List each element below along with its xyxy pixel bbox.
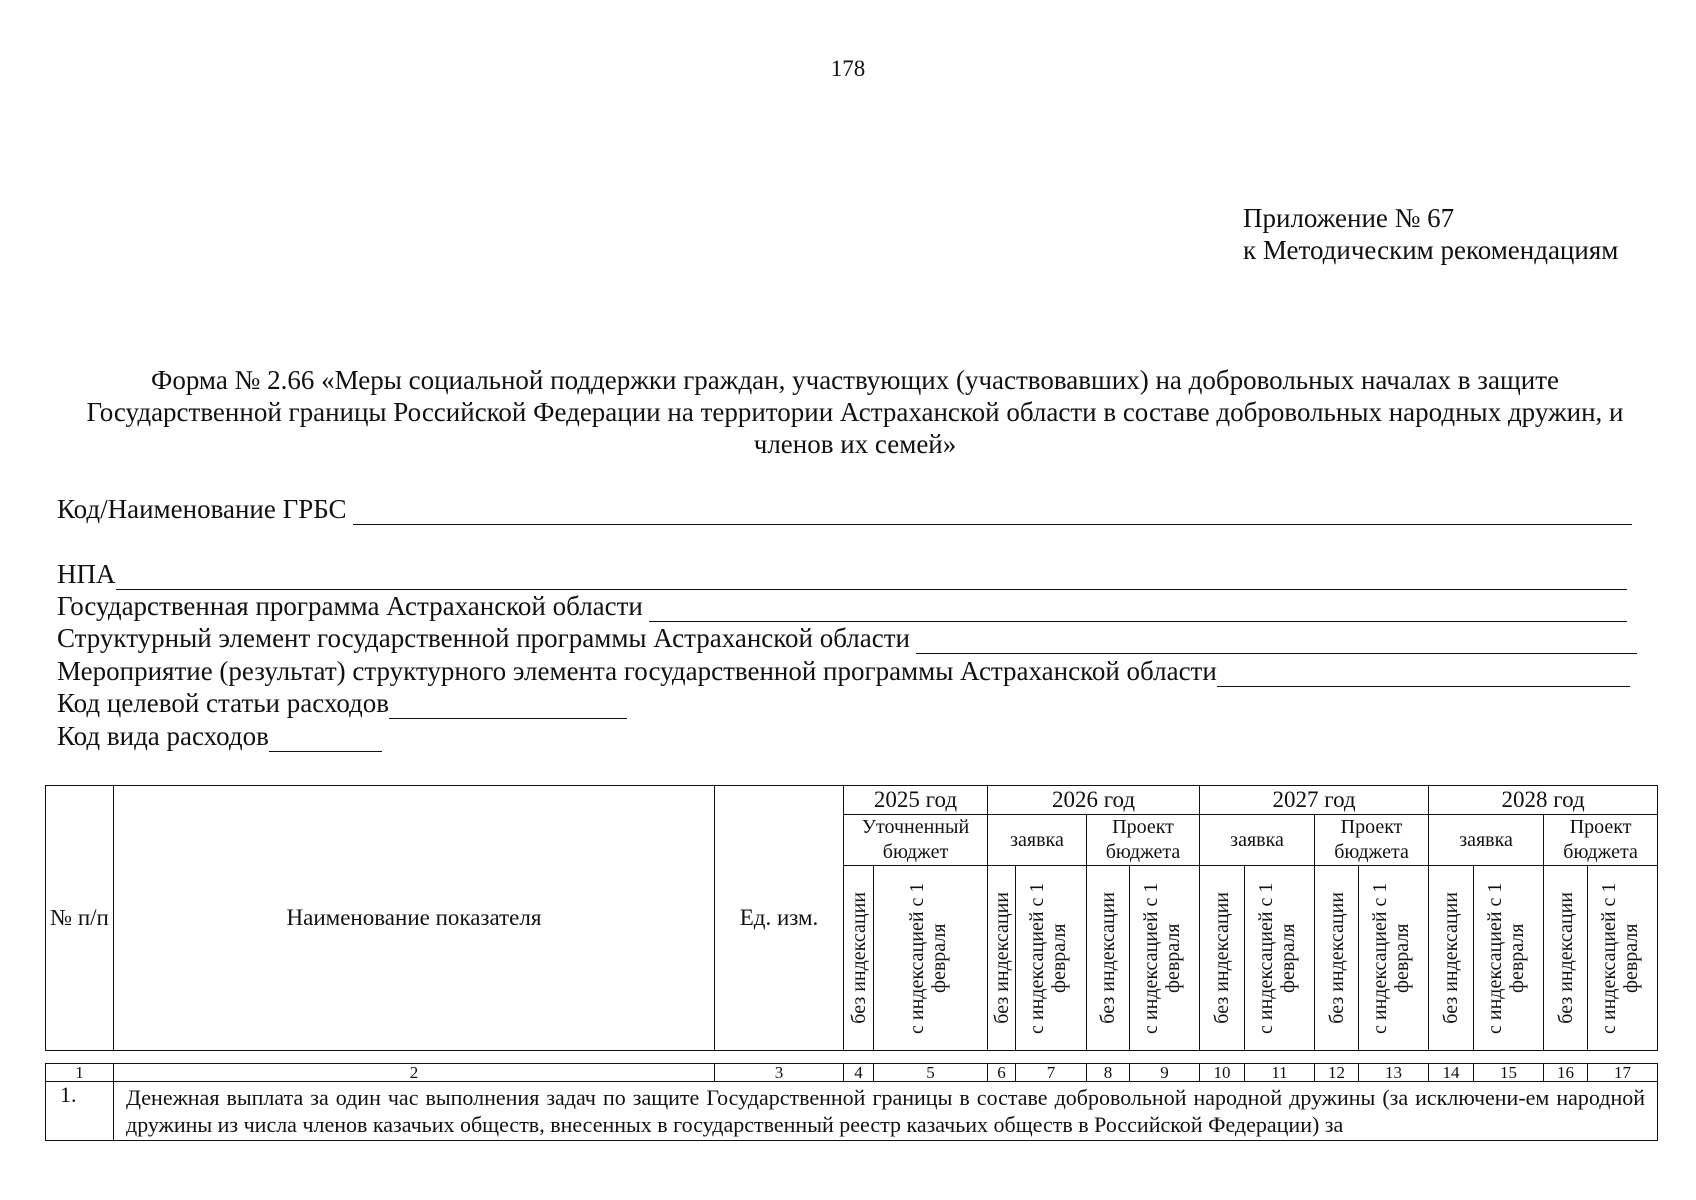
row-indicator-name: Денежная выплата за один час выполнения задач по защите Государственной границы в составе добровольной народной дружины (за исключени-ем народной дружины из числа членов казачьих обществ, внесенных в государственный реестр казачьих обществ в Российской Федерации) за (114, 1082, 1658, 1141)
header-request: заявка (1200, 815, 1315, 866)
appendix-line-2: к Методическим рекомендациям (1243, 235, 1619, 265)
column-number: 4 (844, 1064, 874, 1082)
field-target-article-label: Код целевой статьи расходов (57, 688, 390, 718)
header-with-index: с индексацией с 1 февраля (1474, 866, 1544, 1051)
column-number: 15 (1474, 1064, 1544, 1082)
header-table (45, 785, 1658, 1051)
header-year-2026: 2026 год (988, 786, 1200, 815)
field-grbs-label: Код/Наименование ГРБС (57, 494, 347, 524)
column-number: 3 (715, 1064, 844, 1082)
appendix-block (1243, 202, 1618, 266)
header-name: Наименование показателя (114, 786, 715, 1051)
field-event-line (1217, 662, 1630, 687)
field-expense-type-line (269, 727, 382, 752)
header-with-index: с индексацией с 1 февраля (1359, 866, 1429, 1051)
table-row (46, 1082, 1658, 1141)
column-number: 6 (988, 1064, 1016, 1082)
header-no-index: без индексации (1544, 866, 1588, 1051)
column-number: 17 (1588, 1064, 1658, 1082)
column-number: 10 (1200, 1064, 1245, 1082)
header-year-2025: 2025 год (844, 786, 988, 815)
column-number: 16 (1544, 1064, 1588, 1082)
column-number: 5 (874, 1064, 988, 1082)
header-no-index: без индексации (1200, 866, 1245, 1051)
form-title: Форма № 2.66 «Меры социальной поддержки граждан, участвующих (участвовавших) на добровольных началах в защите Государственной границы Российской Федерации на территории Астраханской области в составе добровольных народных дружин, и членов их семей» (86, 365, 1624, 459)
column-number: 13 (1359, 1064, 1429, 1082)
header-project-budget: Проект бюджета (1315, 815, 1429, 866)
header-no-index: без индексации (1429, 866, 1474, 1051)
header-year-2027: 2027 год (1200, 786, 1429, 815)
header-with-index: с индексацией с 1 февраля (1588, 866, 1658, 1051)
column-numbers-row (46, 1064, 1658, 1082)
field-gov-program (57, 590, 1627, 622)
column-number: 12 (1315, 1064, 1359, 1082)
column-number: 1 (46, 1064, 114, 1082)
appendix-line-1: Приложение № 67 (1243, 203, 1455, 233)
header-request: заявка (1429, 815, 1544, 866)
field-npa (57, 558, 1627, 590)
header-refined-budget: Уточненный бюджет (844, 815, 988, 866)
field-event-label: Мероприятие (результат) структурного элемента государственной программы Астраханской области (57, 656, 1217, 686)
column-number: 2 (114, 1064, 715, 1082)
field-npa-label: НПА (57, 559, 116, 589)
header-project-budget: Проект бюджета (1087, 815, 1200, 866)
field-grbs (57, 493, 1632, 525)
field-gov-program-line (649, 597, 1627, 622)
column-number: 11 (1245, 1064, 1315, 1082)
header-no-index: без индексации (1087, 866, 1130, 1051)
header-no-index: без индексации (844, 866, 874, 1051)
data-table (45, 1063, 1658, 1141)
header-with-index: с индексацией с 1 февраля (1130, 866, 1200, 1051)
header-with-index: с индексацией с 1 февраля (1245, 866, 1315, 1051)
header-no-index: без индексации (1315, 866, 1359, 1051)
field-target-article (57, 687, 627, 719)
field-expense-type (57, 720, 382, 752)
header-request: заявка (988, 815, 1087, 866)
column-number: 9 (1130, 1064, 1200, 1082)
header-with-index: с индексацией с 1 февраля (1016, 866, 1087, 1051)
header-no-index: без индексации (988, 866, 1016, 1051)
field-struct-element-label: Структурный элемент государственной программы Астраханской области (57, 623, 910, 653)
field-struct-element-line (916, 629, 1637, 654)
header-unit: Ед. изм. (715, 786, 844, 1051)
column-number: 7 (1016, 1064, 1087, 1082)
header-no: № п/п (46, 786, 114, 1051)
column-number: 14 (1429, 1064, 1474, 1082)
field-gov-program-label: Государственная программа Астраханской области (57, 591, 643, 621)
header-with-index: с индексацией с 1 февраля (874, 866, 988, 1051)
page-number: 178 (830, 56, 866, 81)
header-year-2028: 2028 год (1429, 786, 1658, 815)
field-npa-line (116, 565, 1628, 590)
header-project-budget: Проект бюджета (1544, 815, 1658, 866)
row-number: 1. (46, 1082, 114, 1141)
field-struct-element (57, 622, 1637, 654)
field-target-article-line (389, 694, 627, 719)
field-grbs-line (353, 500, 1632, 525)
column-number: 8 (1087, 1064, 1130, 1082)
field-event (57, 655, 1630, 687)
field-expense-type-label: Код вида расходов (57, 721, 269, 751)
